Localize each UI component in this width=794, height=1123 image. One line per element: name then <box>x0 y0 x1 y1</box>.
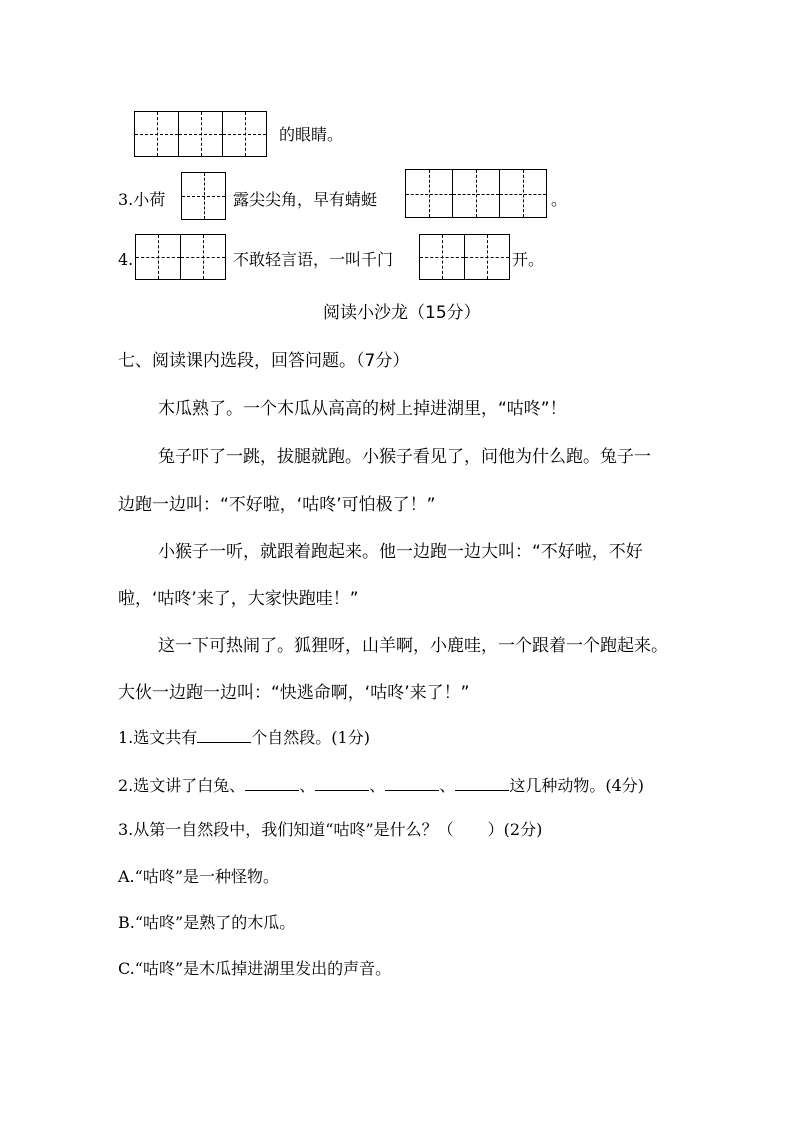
q3-prefix: 3.从第一自然段中，我们知道“咕咚”是什么？（ <box>118 820 454 839</box>
question-3 <box>118 820 542 840</box>
grid-cell[interactable] <box>135 112 179 156</box>
option-b: B.“咕咚”是熟了的木瓜。 <box>118 913 296 932</box>
grid-cell[interactable] <box>179 112 223 156</box>
grid-cell[interactable] <box>406 170 453 217</box>
writing-grid-5[interactable] <box>419 234 510 280</box>
grid-cell[interactable] <box>136 235 181 279</box>
writing-grid-1[interactable] <box>134 111 267 157</box>
line1-tail: 的眼睛。 <box>279 125 344 144</box>
q2-answer-blank-4[interactable] <box>455 774 509 791</box>
q2-separator: 、 <box>299 776 316 795</box>
q2-answer-blank-2[interactable] <box>315 774 369 791</box>
passage-paragraph-3a: 小猴子一听，就跟着跑起来。他一边跑一边大叫：“不好啦，不好 <box>158 542 643 562</box>
q2-suffix: 这几种动物。(4分) <box>509 776 644 795</box>
grid-cell[interactable] <box>500 170 547 217</box>
q1-suffix: 个自然段。(1分) <box>251 728 370 747</box>
line4-prefix: 4. <box>118 250 134 269</box>
grid-cell[interactable] <box>181 235 226 279</box>
question-title: 七、阅读课内选段，回答问题。（7分） <box>118 351 410 371</box>
writing-grid-2[interactable] <box>181 172 226 220</box>
line3-prefix: 3.小荷 <box>118 190 166 209</box>
passage-paragraph-4a: 这一下可热闹了。狐狸呀，山羊啊，小鹿哇，一个跟着一个跑起来。 <box>158 636 668 656</box>
question-1 <box>118 726 370 748</box>
passage-paragraph-4b: 大伙一边跑一边叫：“快逃命啊，‘咕咚’来了！” <box>118 683 470 703</box>
grid-cell[interactable] <box>453 170 500 217</box>
q2-separator: 、 <box>439 776 456 795</box>
passage-paragraph-2a: 兔子吓了一跳，拔腿就跑。小猴子看见了，问他为什么跑。兔子一 <box>158 447 651 467</box>
grid-cell[interactable] <box>465 235 510 279</box>
q2-separator: 、 <box>369 776 386 795</box>
q2-answer-blank-3[interactable] <box>385 774 439 791</box>
option-c: C.“咕咚”是木瓜掉进湖里发出的声音。 <box>118 959 392 978</box>
writing-grid-3[interactable] <box>405 169 547 218</box>
question-2 <box>118 774 644 796</box>
q1-answer-blank[interactable] <box>197 726 251 743</box>
passage-paragraph-1: 木瓜熟了。一个木瓜从高高的树上掉进湖里，“咕咚”！ <box>158 399 567 419</box>
q2-answer-blank-1[interactable] <box>245 774 299 791</box>
grid-cell[interactable] <box>223 112 267 156</box>
writing-grid-4[interactable] <box>135 234 226 280</box>
option-a: A.“咕咚”是一种怪物。 <box>118 867 280 886</box>
line3-mid: 露尖尖角，早有蜻蜓 <box>233 190 378 209</box>
section-title: 阅读小沙龙（15分） <box>323 303 481 323</box>
q3-suffix: ）(2分) <box>487 820 543 839</box>
grid-cell[interactable] <box>420 235 465 279</box>
line4-tail: 开。 <box>512 250 545 269</box>
grid-cell[interactable] <box>182 173 226 219</box>
line3-tail: 。 <box>551 190 568 209</box>
passage-paragraph-2b: 边跑一边叫：“不好啦，‘咕咚’可怕极了！” <box>118 495 436 515</box>
line4-mid: 不敢轻言语，一叫千门 <box>233 250 394 269</box>
q1-prefix: 1.选文共有 <box>118 728 198 747</box>
passage-paragraph-3b: 啦，‘咕咚’来了，大家快跑哇！” <box>118 589 359 609</box>
q2-prefix: 2.选文讲了白兔、 <box>118 776 246 795</box>
